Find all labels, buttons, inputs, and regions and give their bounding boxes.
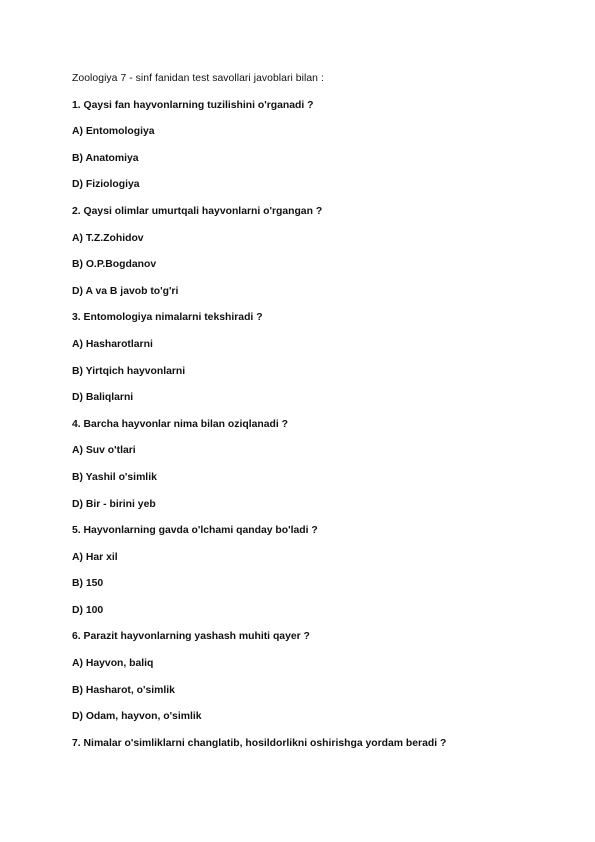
answer-5a: A) Har xil	[72, 551, 118, 563]
answer-6b: B) Hasharot, o'simlik	[72, 684, 175, 696]
question-2: 2. Qaysi olimlar umurtqali hayvonlarni o'rgangan ?	[72, 205, 323, 217]
answer-6a: A) Hayvon, baliq	[72, 658, 154, 670]
question-5: 5. Hayvonlarning gavda o'lchami qanday bo'ladi ?	[72, 525, 318, 537]
question-1: 1. Qaysi fan hayvonlarning tuzilishini o'rganadi ?	[72, 99, 314, 111]
answer-3d: D) Baliqlarni	[72, 392, 134, 404]
answer-6d: D) Odam, hayvon, o'simlik	[72, 711, 202, 723]
answer-4b: B) Yashil o'simlik	[72, 471, 157, 483]
answer-4a: A) Suv o'tlari	[72, 445, 136, 457]
answer-4d: D) Bir - birini yeb	[72, 498, 156, 510]
question-6: 6. Parazit hayvonlarning yashash muhiti qayer ?	[72, 631, 310, 643]
answer-1b: B) Anatomiya	[72, 152, 139, 164]
answer-1d: D) Fiziologiya	[72, 179, 140, 191]
answer-3b: B) Yirtqich hayvonlarni	[72, 365, 186, 377]
answer-5b: B) 150	[72, 578, 104, 590]
answer-1a: A) Entomologiya	[72, 126, 155, 138]
question-list	[72, 71, 572, 762]
answer-2d: D) A va B javob to'g'ri	[72, 285, 179, 297]
answer-5d: D) 100	[72, 604, 104, 616]
document-title: Zoologiya 7 - sinf fanidan test savollari javoblari bilan :	[72, 73, 324, 84]
answer-3a: A) Hasharotlarni	[72, 338, 153, 350]
question-3: 3. Entomologiya nimalarni tekshiradi ?	[72, 312, 263, 324]
question-7: 7. Nimalar o'simliklarni changlatib, hosildorlikni oshirishga yordam beradi ?	[72, 737, 447, 749]
answer-2b: B) O.P.Bogdanov	[72, 259, 157, 271]
question-4: 4. Barcha hayvonlar nima bilan oziqlanadi ?	[72, 418, 288, 430]
answer-2a: A) T.Z.Zohidov	[72, 232, 144, 244]
